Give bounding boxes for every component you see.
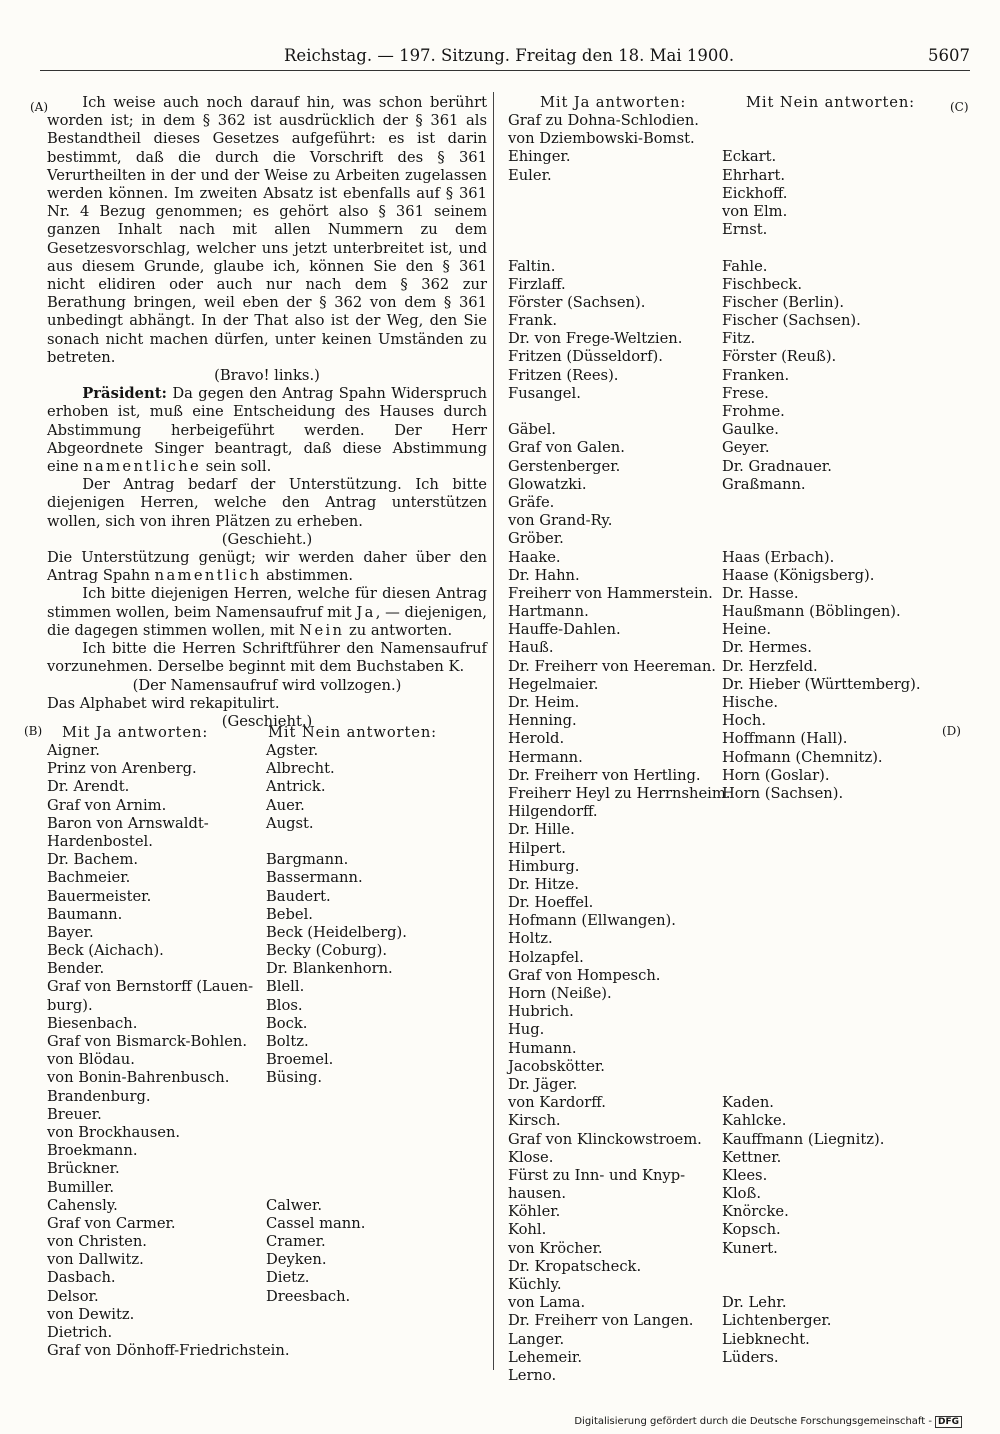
member-name: Boltz. — [266, 1033, 309, 1050]
member-name: Dr. Hieber (Württemberg). — [722, 675, 921, 693]
member-name — [722, 1058, 921, 1076]
member-name: Fusangel. — [508, 384, 581, 402]
member-name: Bachmeier. — [47, 869, 131, 887]
member-name — [722, 803, 921, 821]
member-name: Cassel mann. — [266, 1214, 366, 1232]
member-name: Dr. Herzfeld. — [722, 657, 818, 675]
member-name — [266, 1306, 407, 1324]
member-name: Hartmann. — [508, 603, 589, 621]
member-name: Kloß. — [722, 1185, 761, 1203]
member-name: Cahensly. — [47, 1196, 118, 1214]
margin-mark-b: (B) — [24, 724, 43, 738]
member-name: von Kardorff. — [508, 1094, 606, 1112]
member-name: Broekmann. — [47, 1142, 138, 1160]
paragraph-6: Ich bitte die Herren Schriftführer den Namensaufruf vorzunehmen. Derselbe beginnt mit dem Buchstaben K. — [47, 640, 487, 676]
member-name: Humann. — [508, 1039, 577, 1057]
member-name: Haußmann (Böblingen). — [722, 603, 901, 621]
member-name: Augst. — [266, 814, 314, 832]
member-name: Dietrich. — [47, 1324, 113, 1341]
member-name: Graf von Arnim. — [47, 796, 167, 814]
member-name: von Bonin-Bahrenbusch. — [47, 1069, 230, 1087]
member-name: von Christen. — [47, 1233, 147, 1251]
member-name: Dr. Freiherr von Heereman. — [508, 657, 716, 675]
member-name — [722, 930, 921, 948]
member-name — [722, 821, 921, 839]
member-name: Herold. — [508, 730, 565, 748]
member-name: Hauß. — [508, 639, 554, 657]
member-name: Hegelmaier. — [508, 675, 599, 693]
member-name: Liebknecht. — [722, 1330, 810, 1348]
member-name: von Dziembowski-Bomst. — [508, 130, 695, 148]
member-name: Graf von Dönhoff-Friedrichstein. — [47, 1342, 290, 1360]
member-name: Horn (Sachsen). — [722, 784, 844, 802]
stage-note-geschieht-2: (Geschieht.) — [221, 712, 313, 730]
member-name: Himburg. — [508, 857, 580, 875]
member-name: Frese. — [722, 384, 769, 402]
member-name: von Dallwitz. — [47, 1251, 144, 1269]
emphasis-ja: Ja — [356, 603, 376, 621]
member-name: von Lama. — [508, 1294, 586, 1312]
column-divider — [493, 92, 494, 1370]
member-name: Köhler. — [508, 1203, 561, 1221]
member-name: Küchly. — [508, 1276, 562, 1293]
member-name — [722, 858, 921, 876]
member-name: Lichtenberger. — [722, 1312, 832, 1330]
member-name: Kahlcke. — [722, 1112, 787, 1130]
member-name — [508, 185, 730, 203]
member-name: Broemel. — [266, 1051, 334, 1069]
member-name — [722, 112, 921, 130]
paragraph-2-text: Da gegen den Antrag Spahn Widerspruch erhoben ist, muß eine Entscheidung des Hauses durch Abstimmung herbeigeführt werden. Der Herr Abgeordnete Singer beantragt, daß diese Abstimmung eine — [47, 385, 487, 476]
member-name: Franken. — [722, 366, 790, 384]
member-name: Dr. Freiherr von Langen. — [508, 1312, 694, 1330]
member-name — [266, 1342, 407, 1360]
member-name: Bauermeister. — [47, 887, 152, 905]
member-name: Dr. Heim. — [508, 694, 580, 711]
member-name: Dr. Hermes. — [722, 639, 812, 657]
member-name: Beck (Aichach). — [47, 942, 164, 960]
member-name: Albrecht. — [266, 760, 335, 778]
member-name: Kunert. — [722, 1239, 778, 1257]
member-name: Haase (Königsberg). — [722, 566, 875, 584]
left-nein-heading: Mit Nein antworten: — [268, 724, 437, 741]
member-name — [508, 221, 730, 239]
right-ja-heading: Mit Ja antworten: — [540, 94, 687, 111]
member-name: von Brockhausen. — [47, 1123, 181, 1141]
member-name: Horn (Neiße). — [508, 985, 612, 1002]
member-name — [722, 894, 921, 912]
member-name — [508, 239, 730, 257]
member-name — [722, 949, 921, 967]
member-name: Hische. — [722, 694, 779, 711]
member-name: Baron von Arnswaldt- — [47, 814, 209, 832]
member-name — [266, 1142, 407, 1160]
member-name: Haas (Erbach). — [722, 548, 835, 566]
member-name — [722, 239, 921, 257]
member-name — [266, 1124, 407, 1142]
member-name: Glowatzki. — [508, 475, 587, 493]
member-name — [722, 876, 921, 894]
body-text — [47, 94, 487, 731]
member-name: Graf von Hompesch. — [508, 966, 661, 984]
paragraph-5-mid: , — diejenigen, die dagegen stimmen wollen, mit — [47, 603, 487, 639]
member-name: Bayer. — [47, 923, 94, 941]
member-name: Kohl. — [508, 1221, 547, 1239]
member-name — [722, 512, 921, 530]
member-name — [722, 1276, 921, 1294]
member-name: Kettner. — [722, 1148, 782, 1166]
speaker-label: Präsident: — [82, 385, 167, 403]
member-name: Hofmann (Chemnitz). — [722, 748, 883, 766]
member-name: Dr. Jäger. — [508, 1075, 578, 1093]
dfg-logo: DFG — [935, 1416, 962, 1428]
member-name: Gerstenberger. — [508, 457, 621, 475]
member-name: Agster. — [266, 742, 319, 759]
left-ja-heading: Mit Ja antworten: — [62, 724, 209, 741]
member-name: Eckart. — [722, 148, 777, 166]
member-name — [266, 1324, 407, 1342]
paragraph-4 — [47, 549, 487, 585]
member-name: Hug. — [508, 1021, 545, 1039]
member-name: Bargmann. — [266, 851, 349, 869]
credit-text: Digitalisierung gefördert durch die Deutsche Forschungsgemeinschaft - — [574, 1416, 932, 1427]
member-name — [266, 833, 407, 851]
member-name: Ehrhart. — [722, 166, 786, 184]
member-name: Blell. — [266, 978, 305, 996]
member-name — [266, 1106, 407, 1124]
member-name: Graf von Galen. — [508, 439, 625, 457]
member-name — [722, 985, 921, 1003]
member-name: Beck (Heidelberg). — [266, 923, 407, 941]
header-title: Reichstag. — 197. Sitzung. Freitag den 18. Mai 1900. — [284, 46, 735, 65]
member-name: Auer. — [266, 796, 305, 814]
member-name: von Grand-Ry. — [508, 512, 613, 530]
member-name: Cramer. — [266, 1233, 326, 1251]
member-name: Dreesbach. — [266, 1287, 351, 1305]
member-name: Freiherr Heyl zu Herrnsheim. — [508, 784, 731, 802]
member-name — [722, 1003, 921, 1021]
member-name: Dr. Hasse. — [722, 584, 799, 602]
member-name: Brückner. — [47, 1160, 120, 1178]
member-name: Jacobskötter. — [508, 1057, 605, 1075]
member-name: Bassermann. — [266, 869, 363, 887]
member-name: Calwer. — [266, 1196, 323, 1214]
member-name: Frank. — [508, 312, 557, 330]
member-name — [722, 912, 921, 930]
member-name: Dr. Kropatscheck. — [508, 1257, 642, 1275]
emphasis-namentlich: namentlich — [154, 567, 262, 585]
member-name: Freiherr von Hammerstein. — [508, 584, 713, 602]
member-name: Gaulke. — [722, 421, 779, 439]
member-name: Dasbach. — [47, 1269, 116, 1287]
member-name: Dr. Freiherr von Hertling. — [508, 766, 701, 784]
member-name: Hilpert. — [508, 839, 566, 857]
member-name — [508, 203, 730, 221]
member-name: Förster (Sachsen). — [508, 293, 646, 311]
member-name: Bumiller. — [47, 1178, 115, 1196]
margin-mark-c: (C) — [950, 100, 969, 114]
member-name: Faltin. — [508, 257, 556, 275]
member-name: Hardenbostel. — [47, 832, 153, 850]
member-name: Klees. — [722, 1166, 768, 1184]
stage-note-bravo: (Bravo! links.) — [214, 367, 320, 385]
member-name: Antrick. — [266, 778, 326, 796]
member-name: Gräfe. — [508, 493, 555, 511]
member-name: Gröber. — [508, 530, 564, 548]
member-name — [722, 1076, 921, 1094]
member-name: Graßmann. — [722, 475, 806, 493]
member-name — [722, 967, 921, 985]
member-name — [266, 1160, 407, 1178]
paragraph-2-end: sein soll. — [205, 458, 272, 476]
member-name — [508, 403, 730, 421]
member-name: Kauffmann (Liegnitz). — [722, 1130, 885, 1148]
member-name: von Kröcher. — [508, 1239, 603, 1257]
member-name: Büsing. — [266, 1069, 323, 1087]
member-name: Heine. — [722, 621, 772, 639]
member-name: Ernst. — [722, 221, 768, 239]
member-name: Aigner. — [47, 742, 100, 759]
member-name: Horn (Goslar). — [722, 766, 830, 784]
member-name: Delsor. — [47, 1287, 99, 1305]
member-name: Hilgendorff. — [508, 803, 598, 821]
member-name: Firzlaff. — [508, 275, 566, 293]
paragraph-3: Der Antrag bedarf der Unterstützung. Ich bitte diejenigen Herren, welche den Antrag unterstützen wollen, sich von ihren Plätzen zu erheben. — [47, 476, 487, 530]
member-name: Hoffmann (Hall). — [722, 730, 848, 748]
member-name — [722, 130, 921, 148]
paragraph-4-text: Die Unterstützung genügt; wir werden daher über den Antrag Spahn — [47, 549, 487, 585]
member-name — [722, 494, 921, 512]
member-name — [722, 1040, 921, 1058]
stage-note-alphabet: Das Alphabet wird rekapitulirt. — [47, 694, 280, 712]
member-name: Dietz. — [266, 1269, 310, 1287]
emphasis-nein: Nein — [299, 621, 345, 639]
member-name: Langer. — [508, 1330, 565, 1348]
emphasis-namentliche: namentliche — [83, 458, 202, 476]
member-name: Lehemeir. — [508, 1348, 582, 1366]
member-name: Fritzen (Rees). — [508, 366, 619, 384]
member-name: Frohme. — [722, 403, 785, 420]
member-name: Eickhoff. — [722, 184, 788, 202]
member-name: Dr. Bachem. — [47, 851, 139, 869]
member-name: Geyer. — [722, 439, 770, 457]
member-name: Kopsch. — [722, 1221, 781, 1239]
member-name: Fischbeck. — [722, 275, 802, 293]
digitization-credit — [574, 1416, 962, 1428]
member-name: Fritzen (Düsseldorf). — [508, 348, 663, 366]
member-name: Förster (Reuß). — [722, 348, 837, 366]
member-name: Ehinger. — [508, 148, 571, 166]
paragraph-5-end: zu antworten. — [349, 621, 453, 639]
member-name: Brandenburg. — [47, 1087, 151, 1105]
member-name: Fitz. — [722, 330, 756, 348]
member-name: Dr. Hitze. — [508, 875, 580, 893]
member-name: Fischer (Berlin). — [722, 293, 844, 311]
member-name: Hauffe-Dahlen. — [508, 621, 621, 639]
margin-mark-d: (D) — [942, 724, 961, 738]
member-name: Klose. — [508, 1148, 554, 1166]
member-name — [722, 530, 921, 548]
member-name: von Elm. — [722, 202, 788, 220]
member-name: von Blödau. — [47, 1051, 135, 1069]
member-name: Hermann. — [508, 748, 583, 766]
member-name: Becky (Coburg). — [266, 942, 388, 960]
page-header — [40, 44, 970, 71]
left-ja-list — [47, 742, 290, 1360]
right-nein-heading: Mit Nein antworten: — [746, 94, 915, 111]
member-name: Kaden. — [722, 1094, 774, 1112]
paragraph-5-text: Ich bitte diejenigen Herren, welche für diesen Antrag stimmen wollen, beim Namensaufruf mit — [47, 585, 487, 621]
member-name: Dr. Arendt. — [47, 778, 130, 796]
member-name: Biesenbach. — [47, 1014, 138, 1032]
member-name: Graf von Bernstorff (Lauen- — [47, 978, 254, 996]
member-name: Baudert. — [266, 887, 331, 905]
member-name: Kirsch. — [508, 1112, 561, 1130]
member-name: Fischer (Sachsen). — [722, 312, 861, 330]
stage-note-namensaufruf: (Der Namensaufruf wird vollzogen.) — [132, 676, 402, 694]
member-name: Dr. von Frege-Weltzien. — [508, 330, 683, 348]
member-name: Euler. — [508, 166, 552, 184]
member-name: Graf von Carmer. — [47, 1214, 176, 1232]
member-name: Lüders. — [722, 1348, 779, 1366]
member-name: von Dewitz. — [47, 1305, 135, 1323]
member-name: Breuer. — [47, 1105, 102, 1123]
member-name: Baumann. — [47, 905, 123, 923]
member-name: Dr. Hahn. — [508, 566, 580, 584]
member-name: Lerno. — [508, 1366, 557, 1384]
member-name: Deyken. — [266, 1251, 327, 1269]
member-name: Graf von Bismarck-Bohlen. — [47, 1033, 248, 1050]
member-name: Bock. — [266, 1014, 308, 1032]
member-name: Gäbel. — [508, 421, 556, 439]
paragraph-4-end: abstimmen. — [266, 567, 354, 585]
member-name: Fahle. — [722, 257, 768, 275]
member-name: burg). — [47, 996, 93, 1014]
member-name: Dr. Blankenhorn. — [266, 960, 393, 978]
member-name: Prinz von Arenberg. — [47, 760, 197, 778]
paragraph-1: Ich weise auch noch darauf hin, was schon berührt worden ist; in dem § 362 ist ausdrücklich der § 361 als Bestandtheil dieses Gesetzes aufgeführt: es ist darin bestimmt, daß die durch die Vorschrift des § 361 Verurtheilten in der und der Weise zu Arbeiten zugelassen werden können. Im zweiten Absatz ist ebenfalls auf § 361 Nr. 4 Bezug genommen; es gehört also § 361 seinem ganzen Inhalt nach mit allen Nummern zu dem Gesetzesvorschlag, welcher uns jetzt unterbreitet ist, und aus diesem Grunde, glaube ich, können Sie den § 361 nicht elidiren oder auch nur nach dem § 362 zur Berathung bringen, weil eben der § 362 von dem § 361 unbedingt abhängt. In der That also ist der Weg, den Sie sonach nicht machen dürfen, unter keinen Umständen zu betreten. — [47, 94, 487, 366]
margin-mark-a: (A) — [30, 100, 49, 114]
member-name — [722, 1258, 921, 1276]
member-name — [722, 1021, 921, 1039]
member-name: Hoch. — [722, 712, 767, 730]
member-name: Bender. — [47, 960, 105, 978]
member-name: hausen. — [508, 1185, 567, 1203]
member-name — [722, 1367, 921, 1385]
page-number: 5607 — [928, 46, 970, 65]
member-name: Dr. Lehr. — [722, 1294, 787, 1312]
stage-note-geschieht-1: (Geschieht.) — [221, 530, 313, 548]
left-nein-list — [266, 742, 407, 1360]
member-name: Dr. Gradnauer. — [722, 457, 832, 475]
member-name — [266, 1179, 407, 1197]
member-name: Holtz. — [508, 930, 553, 948]
member-name: Hubrich. — [508, 1003, 574, 1021]
member-name: Dr. Hille. — [508, 821, 575, 839]
paragraph-5 — [47, 585, 487, 640]
member-name: Graf zu Dohna-Schlodien. — [508, 112, 699, 129]
member-name: Blos. — [266, 996, 303, 1014]
member-name: Dr. Hoeffel. — [508, 894, 594, 912]
member-name: Holzapfel. — [508, 948, 584, 966]
right-ja-list — [508, 112, 730, 1385]
right-nein-list — [722, 112, 921, 1385]
member-name: Knörcke. — [722, 1203, 789, 1221]
member-name: Haake. — [508, 548, 561, 566]
paragraph-2 — [47, 385, 487, 476]
member-name: Hofmann (Ellwangen). — [508, 912, 676, 930]
member-name: Fürst zu Inn- und Knyp- — [508, 1166, 686, 1184]
member-name: Graf von Klinckowstroem. — [508, 1130, 702, 1148]
member-name: Bebel. — [266, 905, 313, 923]
member-name — [266, 1088, 407, 1106]
member-name: Henning. — [508, 712, 577, 730]
member-name — [722, 840, 921, 858]
